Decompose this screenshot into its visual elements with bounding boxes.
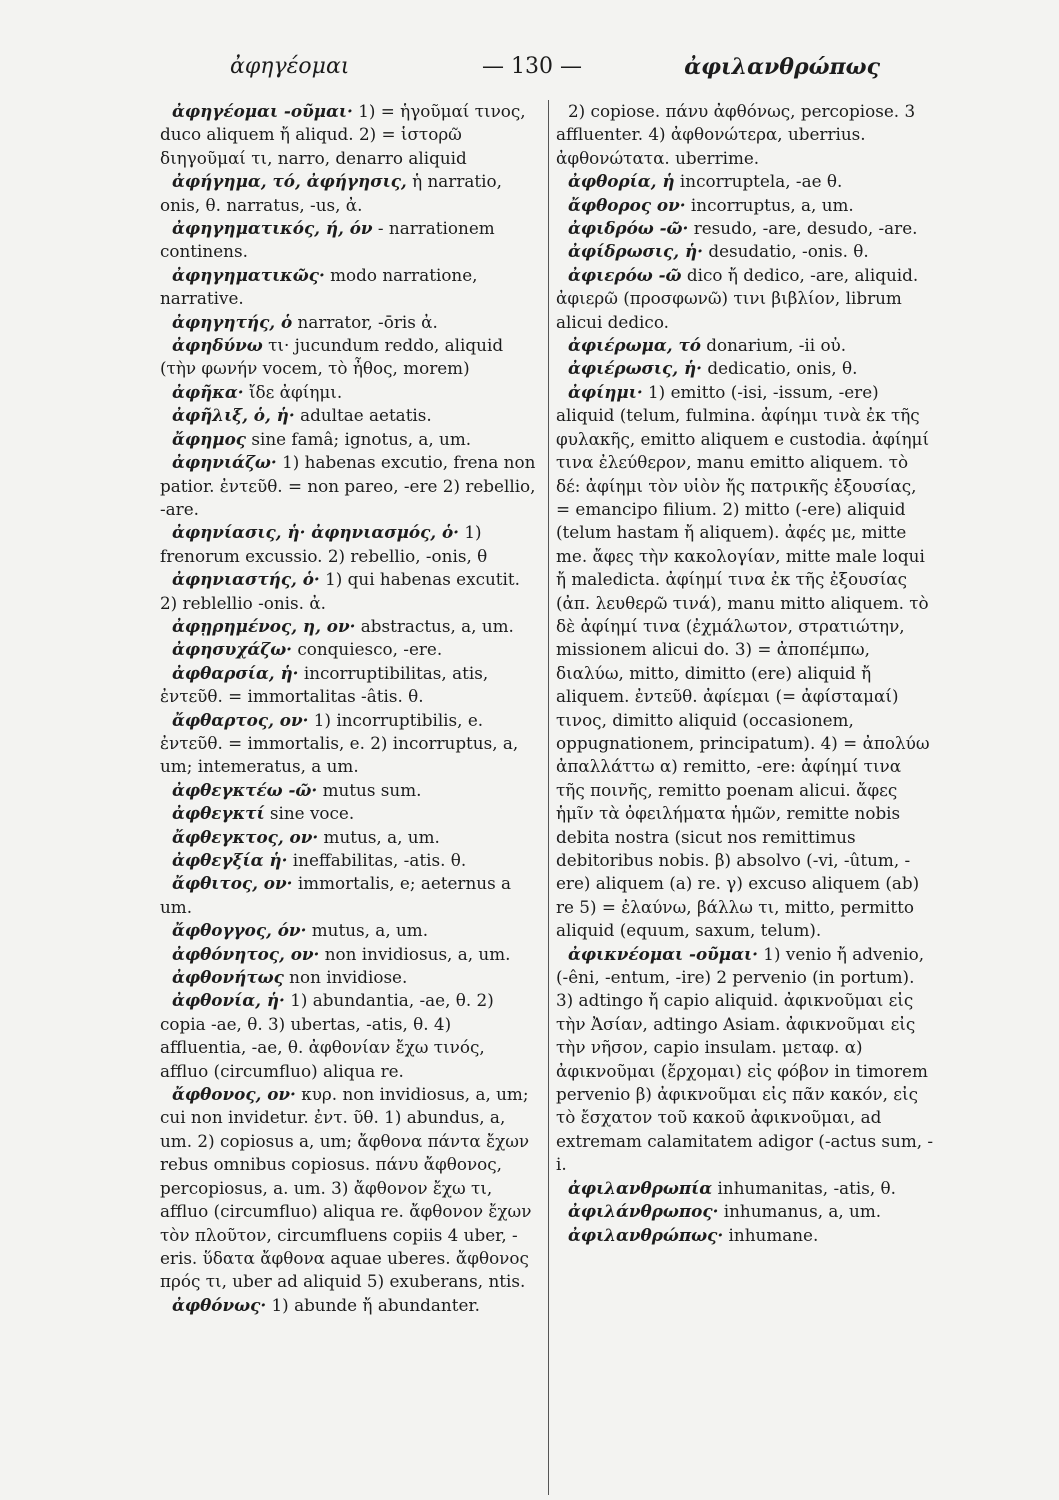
entry-definition: mutus, a, um. [318, 826, 440, 847]
entry-definition: κυρ. non invidiosus, a, um; cui non invidetur. ἐντ. ῦθ. 1) abundus, a, um. 2) copiosus a, um; ἄφθονα πάντα ἔχων rebus omnibus copiosus. πάνυ ἄφθονος, percopiosus, a. um. 3) ἄφθονον ἔχω τι, affluo (circumfluo) aliqua re. ἄφθονον ἔχων τὸν πλοῦτον, circumfluens copiis 4 uber, -eris. ὕδατα ἄφθονα aquae uberes. ἄφθονος πρός τι, uber ad aliquid 5) exuberans, ntis. [160, 1084, 532, 1292]
entry-headword: ἀφθαρσία, ἡ· [172, 662, 299, 683]
entry-definition: dedicatio, onis, θ. [702, 358, 858, 379]
entry-definition: mutus sum. [317, 779, 422, 800]
entry-headword: ἀφησυχάζω· [172, 639, 293, 660]
entry-headword: ἀφιέρωσις, ἡ· [568, 358, 702, 379]
entry-definition: τι· jucundum reddo, aliquid (τὴν φωνήν vocem, τὸ ἦθος, morem) [160, 335, 504, 379]
entry-definition: incorruptela, -ae θ. [674, 171, 843, 192]
dictionary-entry [160, 311, 538, 334]
dictionary-entry [556, 1177, 934, 1200]
entry-definition: immortalis, e; aeternus a um. [160, 873, 512, 917]
entry-headword: ἀφηγηματικός, ή, όν [172, 218, 373, 239]
column-divider [548, 100, 549, 1495]
entry-definition: incorruptibilitas, atis, ἐντεῦθ. = immortalitas -âtis. θ. [160, 662, 489, 707]
entry-headword: ἄφθονος, ον· [172, 1084, 296, 1105]
entry-headword: ἄφθιτος, ον· [172, 873, 293, 894]
entry-headword: ἀφηγητής, ὁ [172, 311, 293, 332]
dictionary-entry [160, 264, 538, 311]
entry-headword: ἀφθεγξία ἡ· [172, 850, 288, 870]
entry-headword: ἀφηδύνω [172, 335, 263, 356]
dictionary-entry [160, 779, 538, 802]
running-header [230, 48, 880, 88]
entry-definition: resudo, -are, desudo, -are. [688, 218, 918, 239]
dictionary-entry [160, 849, 538, 872]
entry-headword: ἄφθαρτος, ον· [172, 709, 309, 730]
entry-headword: ἀφηγηματικῶς· [172, 264, 325, 285]
entry-definition: incorruptus, a, um. [685, 194, 854, 215]
dictionary-entry [556, 381, 934, 943]
dictionary-entry [160, 217, 538, 264]
entry-headword: ἀφηνίασις, ἡ· ἀφηνιασμός, ὁ· [172, 522, 460, 543]
entry-headword: ἄφθογγος, όν· [172, 920, 307, 941]
entry-headword: ἀφθονία, ἡ· [172, 990, 285, 1011]
dictionary-entry [160, 638, 538, 661]
dictionary-entry [160, 989, 538, 1083]
dictionary-entry [556, 334, 934, 357]
entry-definition: sine famâ; ignotus, a, um. [246, 428, 472, 449]
entry-definition: dico ἤ dedico, -are, aliquid. ἀφιερῶ (προσφωνῶ) τινι βιβλίον, librum alicui dedico. [556, 264, 919, 332]
entry-definition: donarium, -ii οὐ. [700, 335, 847, 356]
dictionary-entry [160, 334, 538, 381]
entry-definition: non invidiosus, a, um. [319, 943, 511, 964]
dictionary-entry [556, 217, 934, 240]
entry-definition: abstractus, a, um. [355, 615, 514, 636]
entry-headword: ἀφθεγκτί [172, 803, 265, 824]
entry-headword: ἀφῆλιξ, ὁ, ἡ· [172, 405, 295, 426]
entry-headword: ἀφήγημα, τό, ἀφήγησις, [172, 171, 407, 192]
entry-headword: ἀφίημι· [568, 381, 643, 402]
dictionary-entry [160, 943, 538, 966]
entry-headword: ἀφιλάνθρωπος· [568, 1201, 719, 1222]
entry-headword: ἀφθεγκτέω -ῶ· [172, 779, 318, 800]
entry-definition: mutus, a, um. [306, 920, 429, 941]
entry-headword: ἀφηγέομαι -οῦμαι· [172, 101, 353, 121]
dictionary-entry [556, 1200, 934, 1223]
right-column [556, 100, 934, 1247]
dictionary-entry [160, 170, 538, 217]
entry-definition: 1) qui habenas excutit. 2) reblellio -onis. ἀ. [160, 569, 520, 613]
dictionary-entry [160, 100, 538, 170]
dictionary-entry [160, 709, 538, 779]
entry-definition: desudatio, -onis. θ. [703, 241, 869, 262]
dictionary-entry [160, 451, 538, 521]
dictionary-entry [160, 1083, 538, 1294]
dictionary-entry [556, 357, 934, 380]
entry-headword: ἀφθονήτως [172, 967, 284, 988]
entry-definition: 1) habenas excutio, frena non patior. ἐντεῦθ. = non pareo, -ere 2) rebellio, -are. [160, 452, 536, 519]
dictionary-entry [556, 170, 934, 193]
entry-headword: ἀφθόνως· [172, 1294, 267, 1315]
entry-definition: adultae aetatis. [294, 405, 432, 426]
entry-headword: ἀφιλανθρωπία [568, 1177, 713, 1198]
dictionary-entry [160, 872, 538, 919]
entry-definition: 1) abundantia, -ae, θ. 2) copia -ae, θ. 3) ubertas, -atis, θ. 4) affluentia, -ae, θ. ἀφθονίαν ἔχω τινός, affluo (circumfluo) aliqua re. [160, 990, 494, 1081]
entry-headword: ἀφηνιαστής, ὁ· [172, 569, 320, 590]
dictionary-entry [160, 662, 538, 709]
dictionary-entry [556, 1224, 934, 1247]
entry-headword: ἀφικνέομαι -οῦμαι· [568, 943, 758, 964]
dictionary-entry [160, 404, 538, 427]
dictionary-entry [556, 943, 934, 1177]
entry-definition: sine voce. [264, 803, 355, 824]
dictionary-entry [160, 919, 538, 942]
entry-definition: ineffabilitas, -atis. θ. [287, 850, 467, 870]
entry-headword: ἀφιέρωμα, τό [568, 335, 701, 356]
entry-definition: conquiesco, -ere. [292, 639, 443, 660]
entry-definition: 1) incorruptibilis, e. ἐντεῦθ. = immortalis, e. 2) incorruptus, a, um; intemeratus, a um. [160, 709, 519, 777]
entry-definition: inhumane. [723, 1224, 819, 1245]
dictionary-entry [556, 264, 934, 334]
entry-headword: ἀφθορία, ἡ [568, 171, 675, 192]
entry-definition: narrator, -ōris ἀ. [292, 311, 438, 332]
entry-definition: inhumanus, a, um. [718, 1201, 882, 1222]
entry-definition: 1) abunde ἤ abundanter. [266, 1294, 480, 1315]
entry-definition: non invidiose. [283, 967, 408, 988]
entry-headword: ἀφιερόω -ῶ [568, 264, 682, 285]
dictionary-entry [556, 194, 934, 217]
dictionary-entry [160, 966, 538, 989]
dictionary-entry [160, 428, 538, 451]
dictionary-entry [556, 240, 934, 263]
entry-definition: modo narratione, narrative. [160, 264, 478, 309]
dictionary-entry [160, 802, 538, 825]
dictionary-entry [556, 100, 934, 170]
entry-headword: ἀφιλανθρώπως· [568, 1224, 724, 1245]
dictionary-entry [160, 826, 538, 849]
header-last-word: ἀφιλανθρώπως [684, 54, 880, 80]
entry-headword: ἀφθόνητος, ον· [172, 943, 320, 964]
entry-definition: ἡ narratio, onis, θ. narratus, -us, ἀ. [160, 171, 502, 215]
page-number: — 130 — [482, 54, 582, 79]
entry-headword: ἀφηνιάζω· [172, 452, 277, 473]
entry-headword: ἄφθεγκτος, ον· [172, 826, 319, 847]
dictionary-entry [160, 615, 538, 638]
entry-definition: 1) frenorum excussio. 2) rebellio, -onis, θ [160, 522, 488, 566]
left-column [160, 100, 538, 1317]
entry-definition: ἴδε ἀφίημι. [243, 381, 343, 402]
entry-definition: inhumanitas, -atis, θ. [712, 1177, 896, 1198]
entry-definition: 1) emitto (-isi, -issum, -ere) aliquid (telum, fulmina. ἀφίημι τινὰ ἐκ τῆς φυλακῆς, emitto aliquem e custodia. ἀφίημί τινα ἐλεύθερον, manu emitto aliquem. τὸ δέ: ἀφίημι τὸν υἱὸν ἤς πατρικῆς ἐξουσίας, = emancipo filium. 2) mitto (-ere) aliquid (telum hastam ἤ aliquem). ἀφές με, mitte me. ἄφες τὴν κακολογίαν, mitte male loqui ἤ maledicta. ἀφίημί τινα ἐκ τῆς ἐξουσίας (ἀπ. λευθερῶ τινά), manu mitto aliquem. τὸ δὲ ἀφίημί τινα (ἐχμάλωτον, στρατιώτην, missionem alicui do. 3) = ἀποπέμπω, διαλύω, mitto, dimitto (ere) aliquid ἤ aliquem. ἐντεῦθ. ἀφίεμαι (= ἀφίσταμαί) τινος, dimitto aliquid (occasionem, oppugnationem, principatum). 4) = ἀπολύω ἀπαλλάττω α) remitto, -ere: ἀφίημί τινα τῆς ποινῆς, remitto poenam alicui. ἄφες ἡμῖν τὰ ὀφειλήματα ἡμῶν, remitte nobis debita nostra (sicut nos remittimus debitoribus nobis. β) absolvo (-vi, -ûtum, -ere) aliquem (a) re. γ) excuso aliquem (ab) re 5) = ἐλαύνω, βάλλω τι, mitto, permitto aliquid (equum, saxum, telum). [556, 381, 930, 941]
entry-headword: ἄφθορος ον· [568, 194, 686, 215]
entry-headword: ἀφιδρόω -ῶ· [568, 218, 689, 239]
dictionary-entry [160, 568, 538, 615]
entry-headword: ἀφῆκα· [172, 381, 244, 402]
entry-definition: 1) venio ἤ advenio, (-êni, -entum, -ire) 2 pervenio (in portum). 3) adtingo ἤ capio aliquid. ἀφικνοῦμαι εἰς τὴν Ἀσίαν, adtingo Asiam. ἀφικνοῦμαι εἰς τὴν νῆσον, capio insulam. μεταφ. α) ἀφικνοῦμαι (ἔρχομαι) εἰς φόβον in timorem pervenio β) ἀφικνοῦμαι εἰς πᾶν κακόν, εἰς τὸ ἔσχατον τοῦ κακοῦ ἀφικνοῦμαι, ad extremam calamitatem adigor (-actus sum, -i. [556, 943, 934, 1175]
entry-headword: ἀφῃρημένος, η, ον· [172, 615, 356, 636]
dictionary-entry [160, 521, 538, 568]
entry-definition: - narrationem continens. [160, 218, 495, 262]
header-first-word: ἀφηγέομαι [230, 54, 350, 79]
dictionary-entry [160, 1294, 538, 1317]
dictionary-entry [160, 381, 538, 404]
entry-headword: ἀφίδρωσις, ἡ· [568, 241, 703, 262]
entry-definition: 1) = ἡγοῦμαί τινος, duco aliquem ἤ aliqud. 2) = ἱστορῶ διηγοῦμαί τι, narro, denarro aliquid [160, 101, 526, 168]
entry-definition: 2) copiose. πάνυ ἀφθόνως, percopiose. 3 affluenter. 4) ἀφθονώτερα, uberrius. ἀφθονώτατα. uberrime. [556, 101, 916, 168]
entry-headword: ἄφημος [172, 428, 246, 449]
